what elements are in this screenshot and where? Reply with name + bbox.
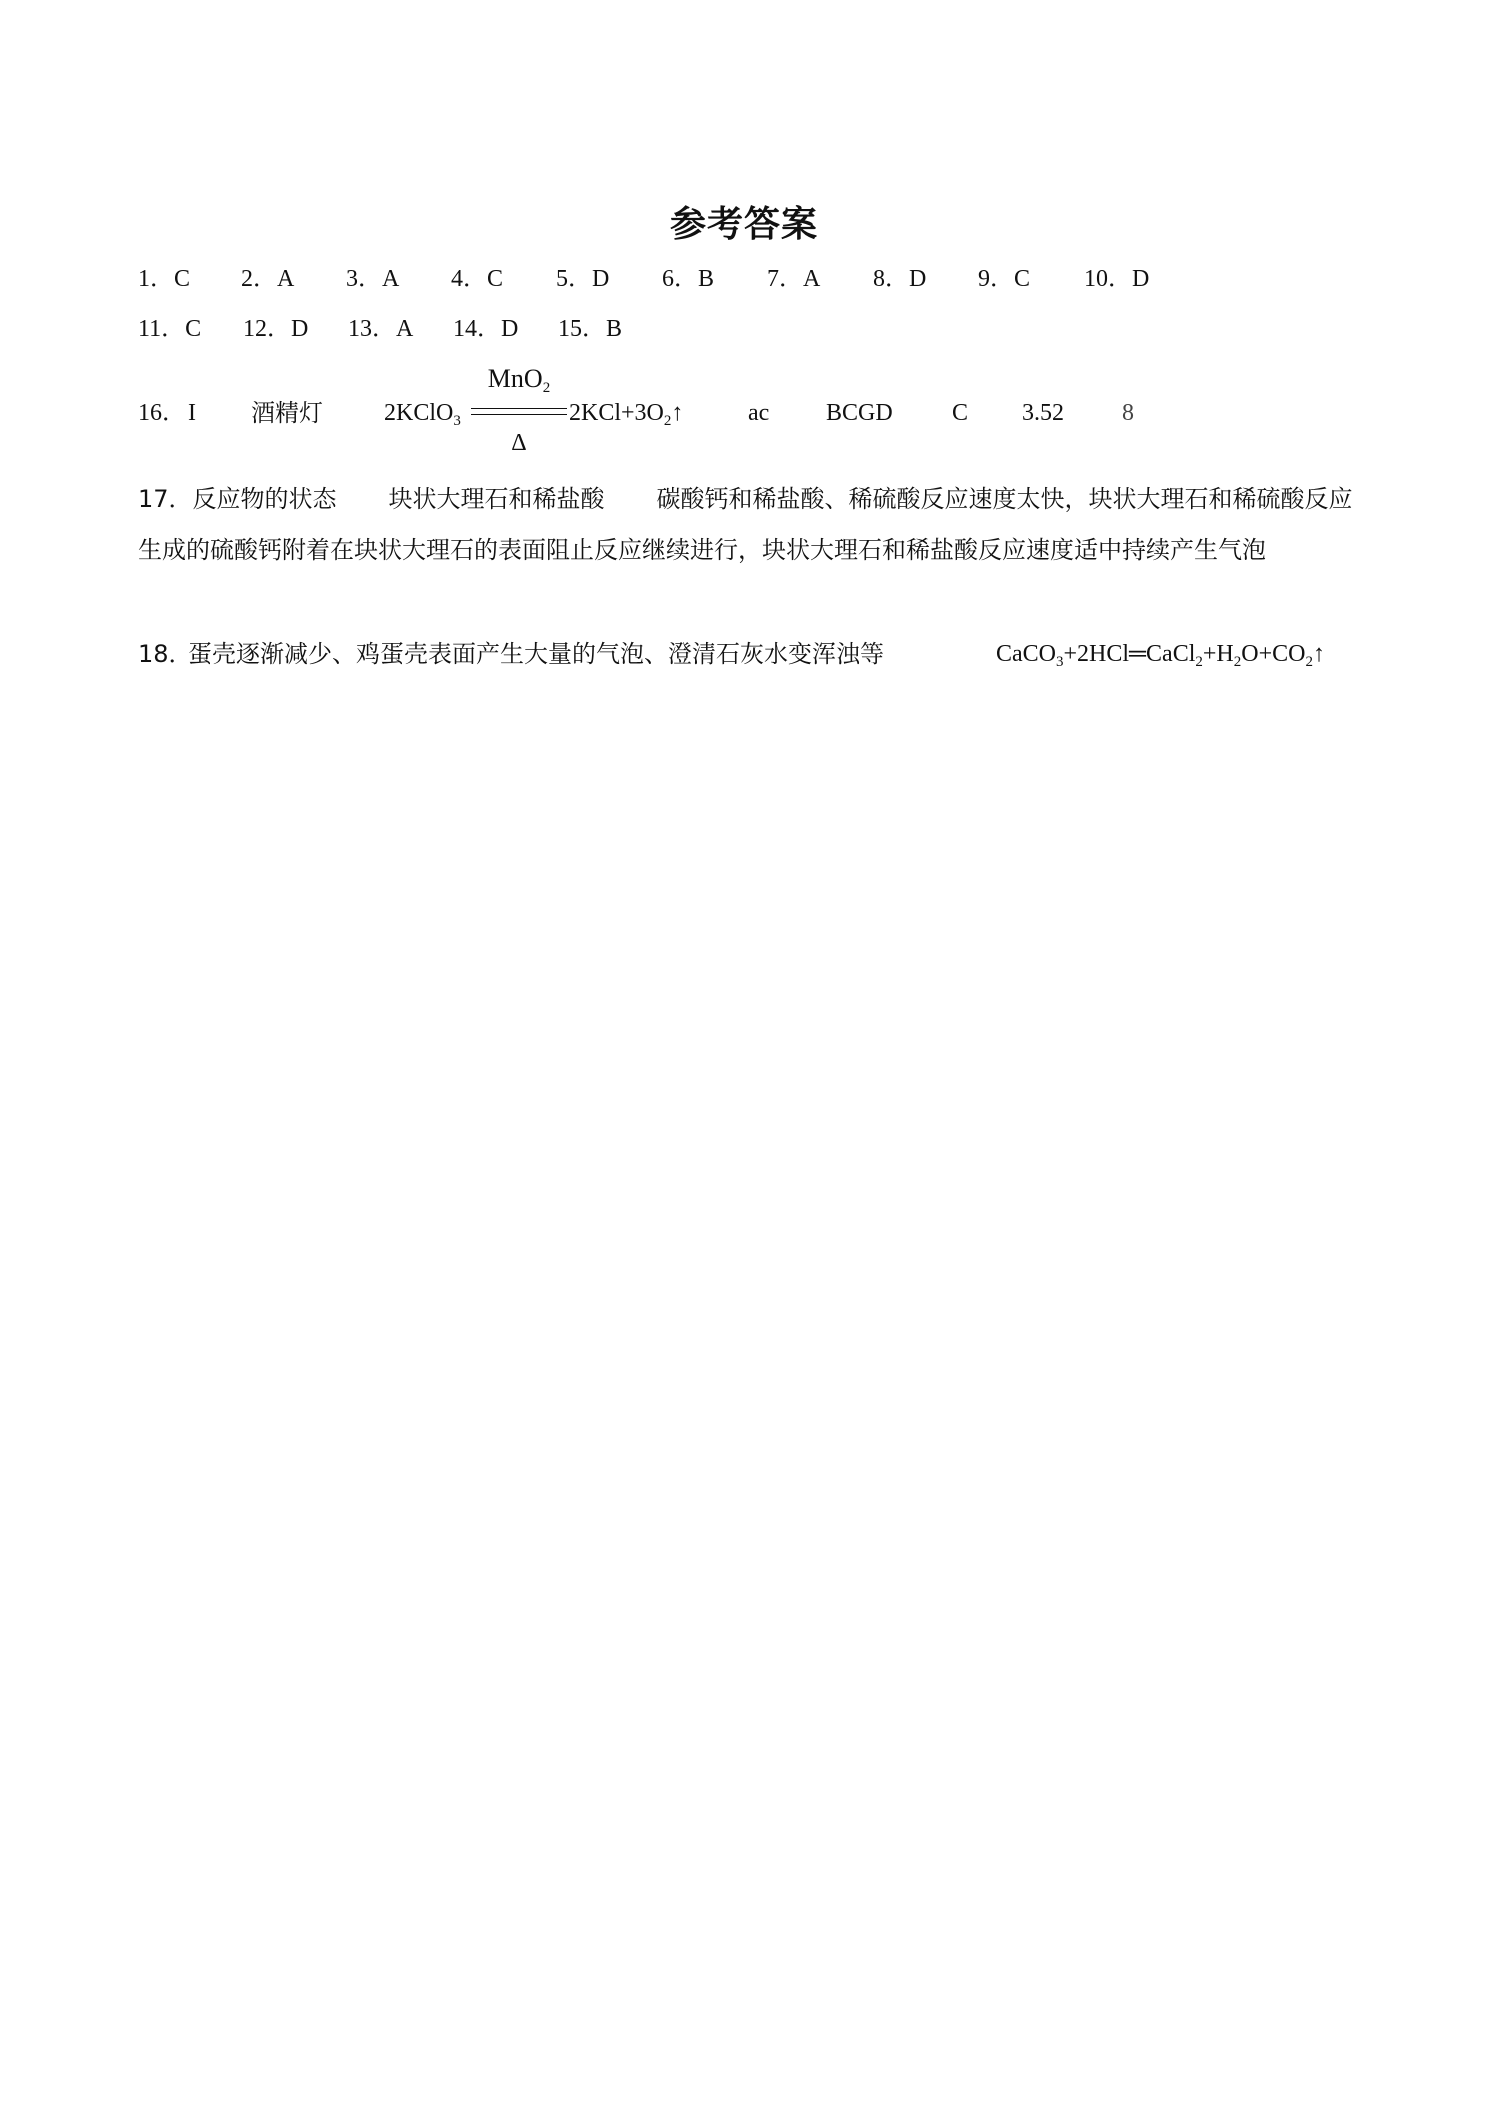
answer-value: I — [188, 400, 196, 426]
answer-item — [767, 262, 820, 296]
question-number: 4． — [451, 266, 487, 292]
heat-symbol: Δ — [511, 430, 527, 456]
formula-subscript: 2 — [663, 413, 672, 429]
answer-value: D — [909, 266, 927, 292]
answer-value: 蛋壳逐渐减少、鸡蛋壳表面产生大量的气泡、澄清石灰水变浑浊等 — [188, 640, 884, 668]
formula-text: 2KClO — [384, 400, 454, 426]
answer-item — [243, 312, 308, 346]
question-number: 12． — [243, 316, 291, 342]
answer-value: 3.52 — [1022, 400, 1064, 426]
answer-item — [873, 262, 926, 296]
answer-value: C — [952, 400, 969, 426]
answer-item — [978, 262, 1030, 296]
answer-item — [453, 312, 518, 346]
chemical-equation — [996, 637, 1325, 671]
answer-value: D — [501, 316, 519, 342]
equation-reactant — [384, 396, 461, 430]
answer-item — [1084, 262, 1149, 296]
gas-arrow: ↑ — [671, 400, 684, 426]
formula-subscript: 3 — [453, 413, 461, 429]
formula-text: CaCO — [996, 641, 1056, 667]
answer-value: D — [1132, 266, 1150, 292]
question-number: 17． — [138, 485, 193, 513]
answer-value: C — [185, 316, 202, 342]
answer-item — [556, 262, 609, 296]
equation-condition — [471, 364, 567, 466]
question-number: 18． — [138, 640, 193, 668]
answer-item — [241, 262, 294, 296]
question-number: 11． — [138, 316, 186, 342]
question-number: 1． — [138, 266, 174, 292]
answer-value: A — [396, 316, 414, 342]
answer-value: A — [803, 266, 821, 292]
formula-subscript: 3 — [1056, 654, 1064, 670]
question-number: 16． — [138, 400, 186, 426]
formula-subscript: 2 — [1305, 654, 1313, 670]
equals-line-lower — [471, 414, 567, 415]
answer-value: 反应物的状态 — [192, 485, 337, 513]
answer-value: B — [698, 266, 715, 292]
formula-subscript: 2 — [1195, 654, 1203, 670]
answer-item — [662, 262, 714, 296]
equals-line-upper — [471, 408, 567, 409]
question-number: 13． — [348, 316, 396, 342]
answer-value: B — [606, 316, 623, 342]
question-number: 15． — [558, 316, 606, 342]
answer-value: A — [382, 266, 400, 292]
question-number: 3． — [346, 266, 382, 292]
question-number: 10． — [1084, 266, 1132, 292]
catalyst-label — [471, 364, 567, 394]
equation-product — [569, 396, 683, 430]
question-number: 14． — [453, 316, 501, 342]
question-number: 5． — [556, 266, 592, 292]
answer-value: C — [174, 266, 191, 292]
answer-item — [138, 312, 201, 346]
formula-text: +2HCl═CaCl — [1063, 641, 1196, 667]
answer-value: 块状大理石和稀盐酸 — [388, 485, 605, 513]
question-number: 6． — [662, 266, 698, 292]
answer-paragraph-17 — [138, 474, 1360, 576]
answer-value: 酒精灯 — [251, 399, 323, 427]
question-number: 9． — [978, 266, 1014, 292]
answer-value: D — [291, 316, 309, 342]
formula-text: MnO — [487, 364, 543, 393]
answer-value: A — [277, 266, 295, 292]
page-title: 参考答案 — [669, 204, 818, 245]
answer-value: C — [487, 266, 504, 292]
answer-item — [451, 262, 503, 296]
formula-text: +H — [1202, 641, 1234, 667]
question-number: 2． — [241, 266, 277, 292]
gas-arrow: ↑ — [1312, 641, 1325, 667]
answer-item — [348, 312, 413, 346]
answer-item — [558, 312, 622, 346]
formula-text: O+CO — [1241, 641, 1306, 667]
question-number: 7． — [767, 266, 803, 292]
answer-value: ac — [748, 400, 770, 426]
answer-item — [346, 262, 399, 296]
formula-subscript: 2 — [1233, 654, 1242, 670]
question-number: 8． — [873, 266, 909, 292]
formula-text: 2KCl+3O — [569, 400, 664, 426]
answer-item — [138, 262, 190, 296]
answer-value: D — [592, 266, 610, 292]
answer-value: BCGD — [826, 400, 893, 426]
answer-value: 8 — [1122, 400, 1134, 426]
formula-subscript: 2 — [542, 380, 551, 396]
answer-value: C — [1014, 266, 1031, 292]
answer-value: 碳酸钙和稀盐酸、稀硫酸反应速度太快，块状大理石和稀硫酸反应生成的硫酸钙附着在块状大理石的表面阻止反应继续进行，块状大理石和稀盐酸反应速度适中持续产生气泡 — [138, 485, 1353, 564]
